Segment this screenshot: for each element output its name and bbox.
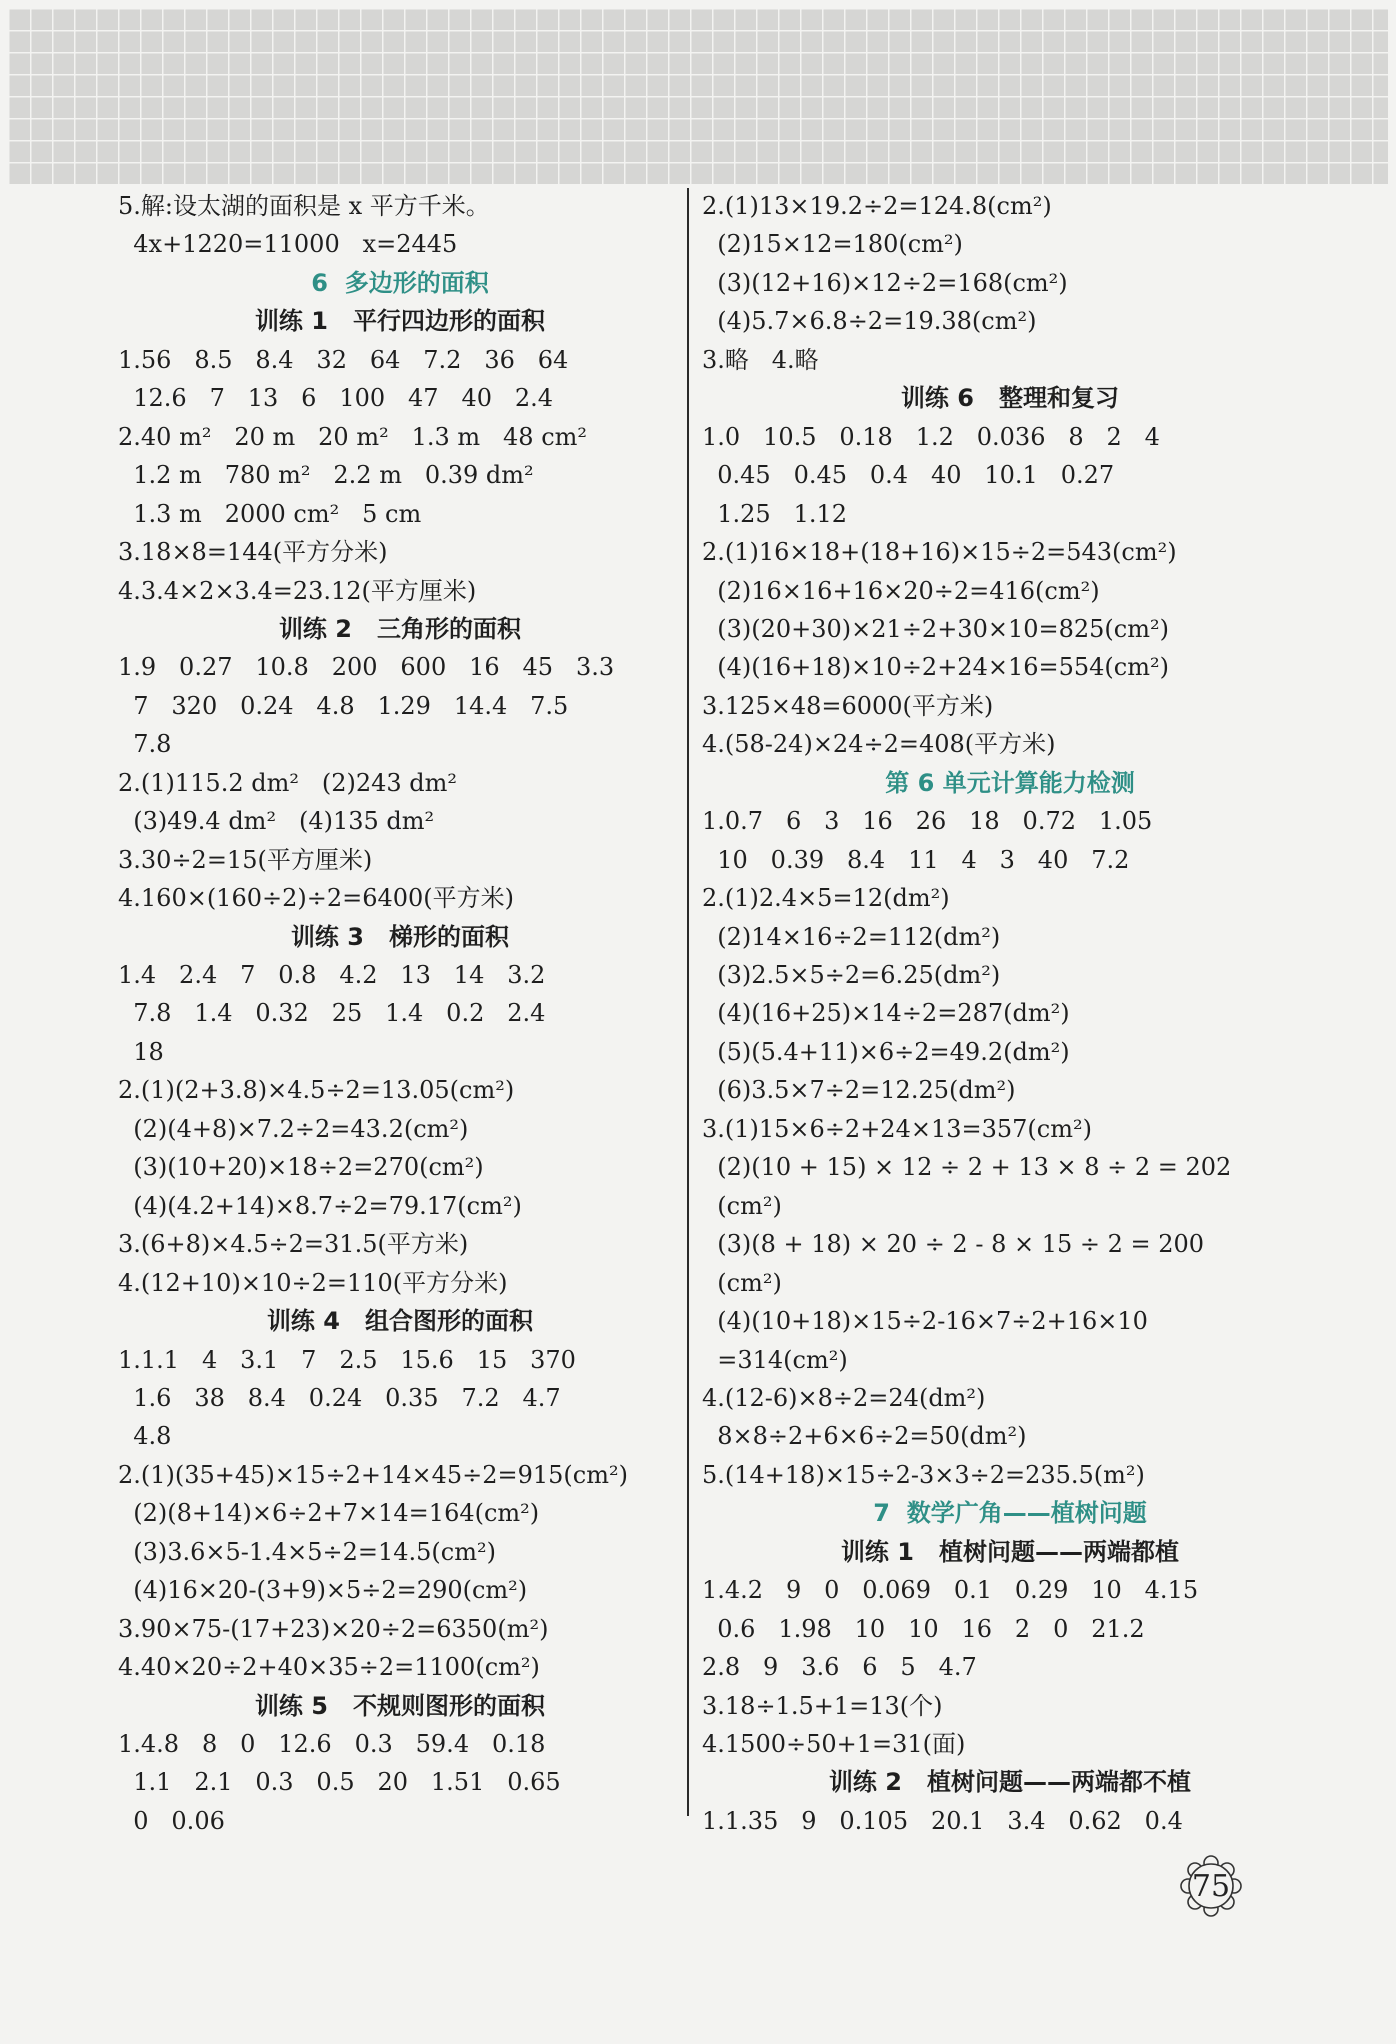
answer-line: 10 0.39 8.4 11 4 3 40 7.2 [702,845,1130,874]
answer-line: 4.1500÷50+1=31(面) [702,1730,966,1758]
answer-line: (3)(12+16)×12÷2=168(cm²) [702,268,1068,297]
answer-line: 2.(1)16×18+(18+16)×15÷2=543(cm²) [702,538,1177,567]
answer-line: 7.8 1.4 0.32 25 1.4 0.2 2.4 [118,999,546,1028]
answer-line: 1.1.35 9 0.105 20.1 3.4 0.62 0.4 [702,1806,1183,1835]
section-heading: 训练 2 三角形的面积 [278,614,522,643]
answer-line: 0.45 0.45 0.4 40 10.1 0.27 [702,461,1115,490]
answer-line: 3.(1)15×6÷2+24×13=357(cm²) [702,1114,1092,1143]
answer-line: 2.(1)115.2 dm² (2)243 dm² [118,768,458,797]
answer-line: 2.40 m² 20 m 20 m² 1.3 m 48 cm² [118,422,588,451]
column-divider [687,188,689,1816]
answer-line: 1.25 1.12 [702,499,848,528]
answer-line: 4.(58-24)×24÷2=408(平方米) [702,730,1056,759]
answer-line: 4.3.4×2×3.4=23.12(平方厘米) [118,576,477,605]
section-heading: 第 6 单元计算能力检测 [885,768,1135,797]
section-heading: 训练 1 平行四边形的面积 [254,307,546,336]
section-heading: 训练 3 梯形的面积 [290,922,510,951]
section-heading: 训练 6 整理和复习 [900,384,1120,413]
answer-line: 5.解:设太湖的面积是 x 平方千米。 [118,192,490,220]
answer-line: 7 320 0.24 4.8 1.29 14.4 7.5 [118,691,569,720]
answer-line: 0 0.06 [118,1806,225,1835]
answer-line: 3.18×8=144(平方分米) [118,538,388,567]
answer-line: (2)14×16÷2=112(dm²) [702,922,1001,951]
answer-line: 1.3 m 2000 cm² 5 cm [118,499,422,528]
answer-line: 4.8 [118,1422,172,1451]
answer-line: 3.18÷1.5+1=13(个) [702,1691,943,1720]
answer-line: (6)3.5×7÷2=12.25(dm²) [702,1076,1016,1105]
section-heading: 训练 1 植树问题——两端都植 [840,1537,1180,1566]
answer-line: (4)5.7×6.8÷2=19.38(cm²) [702,307,1037,336]
answer-line: (3)(8 + 18) × 20 ÷ 2 - 8 × 15 ÷ 2 = 200 [702,1230,1205,1259]
answer-line: 1.1 2.1 0.3 0.5 20 1.51 0.65 [118,1768,561,1797]
page-number-text: 75 [1191,1868,1231,1904]
answer-line: (4)16×20-(3+9)×5÷2=290(cm²) [118,1576,528,1605]
answer-line: 1.0.7 6 3 16 26 18 0.72 1.05 [702,807,1153,836]
answer-line: 1.9 0.27 10.8 200 600 16 45 3.3 [118,653,615,682]
answer-line: (2)(10 + 15) × 12 ÷ 2 + 13 × 8 ÷ 2 = 202 [702,1153,1232,1182]
answer-line: (cm²) [702,1268,782,1297]
answer-line: 4.40×20÷2+40×35÷2=1100(cm²) [118,1653,540,1682]
answer-line: (4)(10+18)×15÷2-16×7÷2+16×10 [702,1307,1148,1336]
answer-line: =314(cm²) [702,1345,848,1374]
section-heading: 7 数学广角——植树问题 [873,1499,1147,1528]
answer-line: (2)15×12=180(cm²) [702,230,963,259]
answer-line: 18 [118,1037,164,1066]
answer-line: 2.(1)(2+3.8)×4.5÷2=13.05(cm²) [118,1076,515,1105]
page-number-badge [1180,1855,1242,1917]
answer-line: (4)(16+25)×14÷2=287(dm²) [702,999,1070,1028]
answer-line: 3.(6+8)×4.5÷2=31.5(平方米) [118,1230,469,1259]
answer-line: 1.0 10.5 0.18 1.2 0.036 8 2 4 [702,422,1160,451]
answer-line: 1.4 2.4 7 0.8 4.2 13 14 3.2 [118,961,546,989]
answer-line: 2.(1)13×19.2÷2=124.8(cm²) [702,192,1052,220]
answer-line: 3.30÷2=15(平方厘米) [118,845,373,874]
answer-line: 4x+1220=11000 x=2445 [118,230,458,259]
answer-line: (3)49.4 dm² (4)135 dm² [118,807,435,836]
answer-line: (3)3.6×5-1.4×5÷2=14.5(cm²) [118,1537,496,1566]
answer-line: (2)(8+14)×6÷2+7×14=164(cm²) [118,1499,540,1528]
answer-line: 0.6 1.98 10 10 16 2 0 21.2 [702,1614,1145,1643]
answer-line: 2.(1)2.4×5=12(dm²) [702,884,950,913]
answer-line: 2.8 9 3.6 6 5 4.7 [702,1653,977,1682]
answer-line: (2)(4+8)×7.2÷2=43.2(cm²) [118,1114,469,1143]
section-heading: 训练 2 植树问题——两端都不植 [828,1768,1192,1797]
answer-line: 4.(12+10)×10÷2=110(平方分米) [118,1268,508,1297]
answer-line: 1.56 8.5 8.4 32 64 7.2 36 64 [118,345,569,374]
header-grid-band [8,8,1388,184]
answer-line: (cm²) [702,1191,782,1220]
answer-line: 1.1.1 4 3.1 7 2.5 15.6 15 370 [118,1345,576,1374]
answer-line: 2.(1)(35+45)×15÷2+14×45÷2=915(cm²) [118,1460,628,1489]
answer-line: (3)(20+30)×21÷2+30×10=825(cm²) [702,614,1169,643]
section-heading: 训练 5 不规则图形的面积 [254,1691,546,1720]
answer-line: (5)(5.4+11)×6÷2=49.2(dm²) [702,1037,1070,1066]
answer-line: (4)(16+18)×10÷2+24×16=554(cm²) [702,653,1169,682]
answer-line: 7.8 [118,730,172,759]
answer-line: 1.2 m 780 m² 2.2 m 0.39 dm² [118,461,534,490]
answer-line: 12.6 7 13 6 100 47 40 2.4 [118,384,554,413]
answer-line: 3.125×48=6000(平方米) [702,691,994,720]
answer-line: (3)(10+20)×18÷2=270(cm²) [118,1153,484,1182]
answer-line: 4.160×(160÷2)÷2=6400(平方米) [118,884,515,913]
answer-line: 4.(12-6)×8÷2=24(dm²) [702,1383,986,1412]
answer-line: (3)2.5×5÷2=6.25(dm²) [702,961,1001,989]
section-heading: 6 多边形的面积 [311,268,489,297]
section-heading: 训练 4 组合图形的面积 [266,1307,534,1336]
answer-line: (4)(4.2+14)×8.7÷2=79.17(cm²) [118,1191,522,1220]
answer-line: 3.略 4.略 [702,345,819,374]
answer-line: 8×8÷2+6×6÷2=50(dm²) [702,1422,1027,1451]
answer-line: 5.(14+18)×15÷2-3×3÷2=235.5(m²) [702,1460,1145,1489]
answer-line: 3.90×75-(17+23)×20÷2=6350(m²) [118,1614,549,1643]
answer-line: 1.4.2 9 0 0.069 0.1 0.29 10 4.15 [702,1576,1199,1605]
answer-line: (2)16×16+16×20÷2=416(cm²) [702,576,1100,605]
answer-line: 1.4.8 8 0 12.6 0.3 59.4 0.18 [118,1730,546,1758]
answer-line: 1.6 38 8.4 0.24 0.35 7.2 4.7 [118,1383,561,1412]
